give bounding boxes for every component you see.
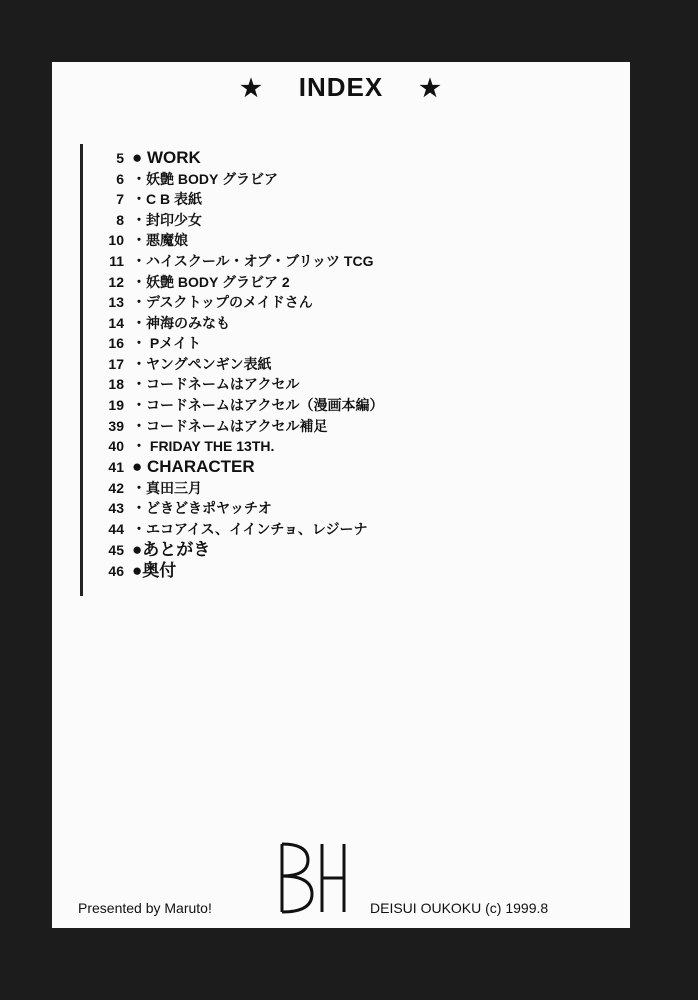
toc-label: ・コードネームはアクセル（漫画本編） bbox=[132, 397, 384, 413]
toc-label: ●奥付 bbox=[132, 561, 177, 580]
toc-label: ●あとがき bbox=[132, 540, 211, 559]
toc-label: ・神海のみなも bbox=[132, 315, 230, 331]
toc-label: ・妖艶 BODY グラビア 2 bbox=[132, 274, 290, 290]
toc-vertical-rule bbox=[80, 144, 83, 596]
toc-label: ・ FRIDAY THE 13TH. bbox=[132, 438, 275, 454]
toc-label: ・ Pメイト bbox=[132, 335, 201, 351]
toc-page-number: 41 bbox=[108, 459, 124, 475]
toc-page-number: 42 bbox=[108, 480, 124, 496]
toc-page-number: 45 bbox=[108, 542, 124, 558]
toc-page-number: 13 bbox=[108, 294, 124, 310]
toc-label: ・妖艶 BODY グラビア bbox=[132, 171, 278, 187]
toc-page-number: 46 bbox=[108, 563, 124, 579]
toc-page-number: 5 bbox=[116, 150, 124, 166]
star-icon: ★ bbox=[240, 75, 263, 102]
toc-label: ・ハイスクール・オブ・ブリッツ TCG bbox=[132, 253, 374, 269]
title-text: INDEX bbox=[298, 72, 384, 102]
toc-page-number: 7 bbox=[116, 191, 124, 207]
toc-label: ・ヤングペンギン表紙 bbox=[132, 356, 272, 372]
copyright: DEISUI OUKOKU (c) 1999.8 bbox=[370, 900, 549, 916]
toc-page-number: 18 bbox=[108, 376, 124, 392]
toc-page-number: 19 bbox=[108, 397, 124, 413]
toc-page-number: 10 bbox=[108, 232, 124, 248]
toc-page-number: 40 bbox=[108, 438, 124, 454]
presented-by: Presented by Maruto! bbox=[78, 900, 212, 916]
toc-label: ・封印少女 bbox=[132, 212, 202, 228]
toc-label: ・エコアイス、イインチョ、レジーナ bbox=[132, 521, 368, 537]
index-page bbox=[52, 62, 630, 928]
toc-page-number: 44 bbox=[108, 521, 124, 537]
toc-page-number: 6 bbox=[116, 171, 124, 187]
toc-page-number: 11 bbox=[109, 253, 124, 269]
toc-page-number: 12 bbox=[108, 274, 124, 290]
toc-page-number: 43 bbox=[108, 500, 124, 516]
toc-page-number: 14 bbox=[108, 315, 124, 331]
toc-page-number: 16 bbox=[108, 335, 124, 351]
toc-label: ● CHARACTER bbox=[132, 457, 255, 476]
index-title bbox=[52, 72, 630, 103]
toc-label: ・悪魔娘 bbox=[132, 232, 188, 248]
bh-logo bbox=[278, 840, 348, 916]
toc-page-number: 17 bbox=[108, 356, 124, 372]
toc-label: ・真田三月 bbox=[132, 480, 202, 496]
toc-label: ・デスクトップのメイドさん bbox=[132, 294, 313, 310]
star-icon: ★ bbox=[419, 75, 442, 102]
toc-label: ・コードネームはアクセル bbox=[132, 376, 300, 392]
toc-label: ● WORK bbox=[132, 148, 201, 167]
toc-label: ・コードネームはアクセル補足 bbox=[132, 418, 328, 434]
toc-page-number: 39 bbox=[108, 418, 124, 434]
toc-page-number: 8 bbox=[116, 212, 124, 228]
toc-label: ・C B 表紙 bbox=[132, 191, 202, 207]
toc-label: ・どきどきポヤッチオ bbox=[132, 500, 272, 516]
